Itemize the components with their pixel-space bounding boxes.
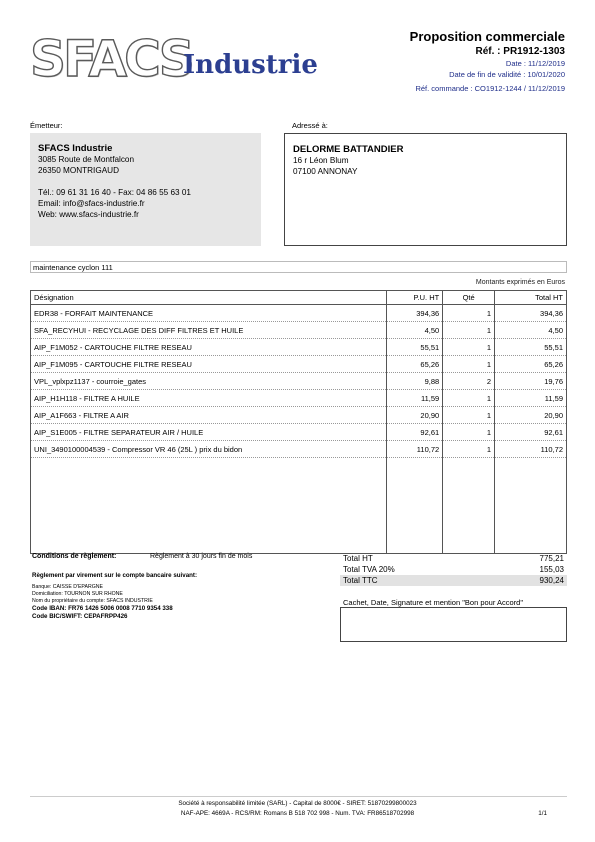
recipient-box bbox=[284, 133, 567, 246]
conditions-row bbox=[32, 553, 332, 565]
bank-name: Banque: CAISSE D'EPARGNE bbox=[32, 584, 103, 590]
bank-domiciliation: Domiciliation: TOURNON SUR RHONE bbox=[32, 591, 123, 597]
sender-name: SFACS Industrie bbox=[38, 143, 113, 154]
conditions-label: Conditions de règlement: bbox=[32, 553, 117, 560]
filler-cell bbox=[495, 458, 567, 554]
item-quantity: 1 bbox=[443, 390, 495, 407]
currency-note: Montants exprimés en Euros bbox=[475, 279, 565, 286]
item-designation: AIP_H1H118 - FILTRE A HUILE bbox=[31, 390, 387, 407]
item-unit-price: 394,36 bbox=[387, 305, 443, 322]
item-quantity: 1 bbox=[443, 424, 495, 441]
document-title: Proposition commerciale bbox=[409, 29, 565, 44]
sender-address-1: 3085 Route de Montfalcon bbox=[38, 155, 135, 164]
table-row bbox=[31, 424, 567, 441]
total-tva-label: Total TVA 20% bbox=[343, 565, 395, 574]
item-designation: VPL_vplxpz1137 - courroie_gates bbox=[31, 373, 387, 390]
total-ttc-row bbox=[340, 575, 567, 586]
item-designation: AIP_F1M052 - CARTOUCHE FILTRE RESEAU bbox=[31, 339, 387, 356]
transfer-title: Règlement par virement sur le compte bancaire suivant: bbox=[32, 572, 198, 579]
item-quantity: 1 bbox=[443, 305, 495, 322]
iban-code: Code IBAN: FR76 1426 5006 0008 7710 9354 338 bbox=[32, 605, 173, 612]
item-designation: AIP_A1F663 - FILTRE A AIR bbox=[31, 407, 387, 424]
filler-cell bbox=[31, 458, 387, 554]
table-row bbox=[31, 390, 567, 407]
item-total: 65,26 bbox=[495, 356, 567, 373]
item-unit-price: 110,72 bbox=[387, 441, 443, 458]
recipient-address-1: 16 r Léon Blum bbox=[293, 156, 349, 165]
sender-address-2: 26350 MONTRIGAUD bbox=[38, 166, 119, 175]
footer-divider bbox=[30, 796, 567, 797]
page-number: 1/1 bbox=[538, 810, 547, 817]
sender-email: Email: info@sfacs-industrie.fr bbox=[38, 199, 145, 208]
item-total: 19,76 bbox=[495, 373, 567, 390]
table-row bbox=[31, 373, 567, 390]
filler-cell bbox=[443, 458, 495, 554]
table-header-row bbox=[31, 291, 567, 305]
header-designation: Désignation bbox=[31, 291, 387, 305]
item-total: 11,59 bbox=[495, 390, 567, 407]
total-ht-row bbox=[340, 553, 567, 564]
item-total: 110,72 bbox=[495, 441, 567, 458]
recipient-label: Adressé à: bbox=[292, 121, 328, 130]
logo-industrie: Industrie bbox=[183, 50, 318, 80]
signature-box bbox=[340, 607, 567, 642]
item-quantity: 1 bbox=[443, 441, 495, 458]
item-unit-price: 9,88 bbox=[387, 373, 443, 390]
item-total: 394,36 bbox=[495, 305, 567, 322]
conditions-value: Règlement à 30 jours fin de mois bbox=[150, 553, 253, 560]
items-table bbox=[30, 290, 567, 554]
footer-legal-2: NAF-APE: 4669A - RCS/RM: Romans B 518 702 998 - Num. TVA: FR86518702998 bbox=[180, 810, 415, 817]
total-ht-label: Total HT bbox=[343, 554, 373, 563]
item-designation: AIP_S1E005 - FILTRE SEPARATEUR AIR / HUILE bbox=[31, 424, 387, 441]
document-date: Date : 11/12/2019 bbox=[505, 59, 565, 68]
table-row bbox=[31, 441, 567, 458]
company-logo bbox=[30, 28, 320, 88]
header-total: Total HT bbox=[495, 291, 567, 305]
item-quantity: 1 bbox=[443, 407, 495, 424]
sender-web: Web: www.sfacs-industrie.fr bbox=[38, 210, 139, 219]
filler-cell bbox=[387, 458, 443, 554]
table-row bbox=[31, 305, 567, 322]
total-tva-row bbox=[340, 564, 567, 575]
item-unit-price: 92,61 bbox=[387, 424, 443, 441]
table-filler-row bbox=[31, 458, 567, 554]
item-unit-price: 20,90 bbox=[387, 407, 443, 424]
item-total: 92,61 bbox=[495, 424, 567, 441]
sender-phone: Tél.: 09 61 31 16 40 - Fax: 04 86 55 63 01 bbox=[38, 188, 191, 197]
payment-terms bbox=[32, 553, 332, 621]
sender-label: Émetteur: bbox=[30, 121, 63, 130]
footer-legal-1: Société à responsabilité limitée (SARL) - Capital de 8000€ - SIRET: 51870299800023 bbox=[178, 800, 417, 807]
header-quantity: Qté bbox=[443, 291, 495, 305]
bic-code: Code BIC/SWIFT: CEPAFRPP426 bbox=[32, 613, 128, 620]
recipient-name: DELORME BATTANDIER bbox=[293, 144, 404, 155]
item-designation: EDR38 - FORFAIT MAINTENANCE bbox=[31, 305, 387, 322]
item-total: 55,51 bbox=[495, 339, 567, 356]
table-row bbox=[31, 322, 567, 339]
item-unit-price: 55,51 bbox=[387, 339, 443, 356]
totals-block bbox=[340, 553, 567, 586]
signature-label: Cachet, Date, Signature et mention "Bon pour Accord" bbox=[343, 598, 524, 607]
sender-box bbox=[30, 133, 261, 246]
total-ttc-value: 930,24 bbox=[539, 576, 564, 585]
table-row bbox=[31, 356, 567, 373]
table-row bbox=[31, 407, 567, 424]
header-unit-price: P.U. HT bbox=[387, 291, 443, 305]
recipient-address-2: 07100 ANNONAY bbox=[293, 167, 358, 176]
total-tva-value: 155,03 bbox=[539, 565, 564, 574]
total-ht-value: 775,21 bbox=[539, 554, 564, 563]
item-designation: AIP_F1M095 - CARTOUCHE FILTRE RESEAU bbox=[31, 356, 387, 373]
item-quantity: 1 bbox=[443, 339, 495, 356]
account-owner: Nom du propriétaire du compte: SFACS INDUSTRIE bbox=[32, 598, 153, 604]
item-quantity: 1 bbox=[443, 356, 495, 373]
subject-field: maintenance cyclon 111 bbox=[30, 261, 567, 273]
item-quantity: 2 bbox=[443, 373, 495, 390]
item-unit-price: 4,50 bbox=[387, 322, 443, 339]
logo-brand: SFACS bbox=[30, 30, 192, 88]
item-total: 20,90 bbox=[495, 407, 567, 424]
item-unit-price: 65,26 bbox=[387, 356, 443, 373]
item-designation: SFA_RECYHUI - RECYCLAGE DES DIFF FILTRES ET HUILE bbox=[31, 322, 387, 339]
total-ttc-label: Total TTC bbox=[343, 576, 378, 585]
table-row bbox=[31, 339, 567, 356]
item-quantity: 1 bbox=[443, 322, 495, 339]
item-total: 4,50 bbox=[495, 322, 567, 339]
item-unit-price: 11,59 bbox=[387, 390, 443, 407]
order-reference: Réf. commande : CO1912-1244 / 11/12/2019 bbox=[415, 84, 565, 93]
validity-date: Date de fin de validité : 10/01/2020 bbox=[449, 70, 565, 79]
item-designation: UNI_3490100004539 - Compressor VR 46 (25L ) prix du bidon bbox=[31, 441, 387, 458]
document-reference: Réf. : PR1912-1303 bbox=[475, 46, 565, 57]
